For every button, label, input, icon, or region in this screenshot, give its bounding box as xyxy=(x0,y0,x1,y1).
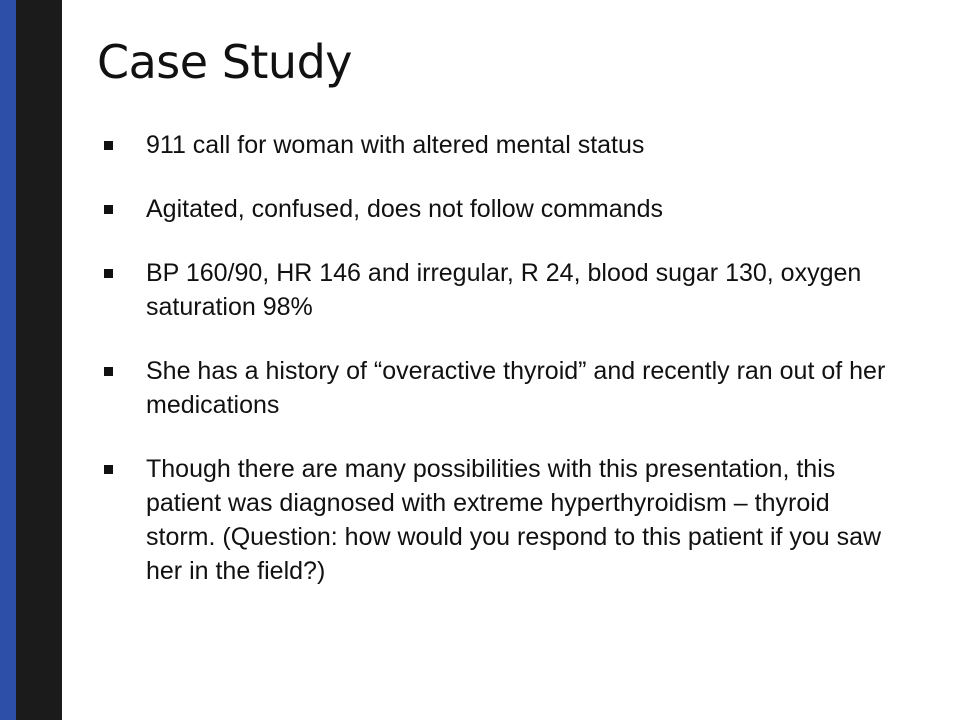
bullet-list xyxy=(104,128,894,618)
accent-stripe xyxy=(0,0,16,720)
square-bullet-icon xyxy=(104,367,113,376)
bullet-text: Agitated, confused, does not follow commands xyxy=(146,195,663,223)
bullet-text: 911 call for woman with altered mental status xyxy=(146,131,645,159)
bullet-item xyxy=(104,452,894,588)
square-bullet-icon xyxy=(104,141,113,150)
dark-sidebar-stripe xyxy=(16,0,62,720)
bullet-item xyxy=(104,354,894,422)
bullet-item xyxy=(104,256,894,324)
bullet-item xyxy=(104,128,894,162)
square-bullet-icon xyxy=(104,465,113,474)
bullet-item xyxy=(104,192,894,226)
bullet-text: Though there are many possibilities with this presentation, this patient was diagnosed with extreme hyperthyroidism – thyroid storm. (Question: how would you respond to this patient if you saw her in the field?) xyxy=(146,455,882,585)
square-bullet-icon xyxy=(104,205,113,214)
square-bullet-icon xyxy=(104,269,113,278)
slide-title: Case Study xyxy=(97,35,353,89)
bullet-text: She has a history of “overactive thyroid” and recently ran out of her medications xyxy=(146,357,886,419)
bullet-text: BP 160/90, HR 146 and irregular, R 24, blood sugar 130, oxygen saturation 98% xyxy=(146,259,862,321)
